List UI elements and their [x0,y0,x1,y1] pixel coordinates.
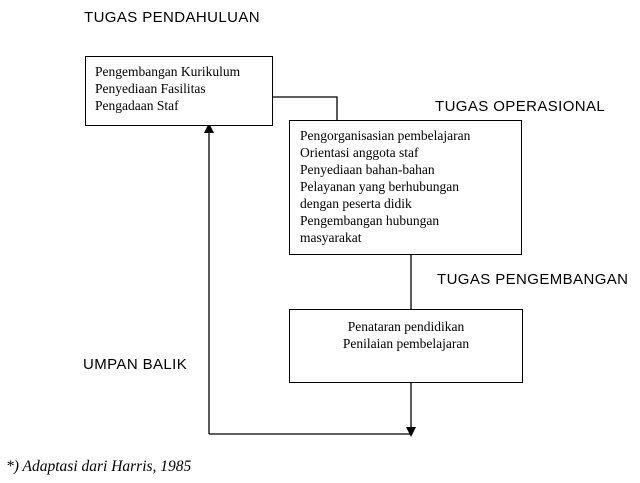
box-operasional-line: masyarakat [300,230,362,245]
box-tugas-operasional [289,120,522,255]
heading-tugas-operasional: TUGAS OPERASIONAL [435,98,606,115]
label-umpan-balik: UMPAN BALIK [83,356,188,373]
box-pengembangan-line: Penataran pendidikan [347,319,465,334]
box-pendahuluan-line: Penyediaan Fasilitas [95,81,206,96]
box-operasional-line: Pengembangan hubungan [300,213,440,228]
box-operasional-line: Penyediaan bahan-bahan [300,162,435,177]
box-operasional-line: dengan peserta didik [300,196,412,211]
box-pengembangan-line: Penilaian pembelajaran [342,336,470,351]
connector-pendahuluan-to-operasional [272,97,337,120]
box-operasional-line: Pelayanan yang berhubungan [300,179,459,194]
heading-tugas-pendahuluan: TUGAS PENDAHULUAN [84,9,260,26]
box-tugas-pengembangan [289,309,523,383]
box-pendahuluan-line: Pengadaan Staf [95,98,179,113]
box-operasional-line: Orientasi anggota staf [300,145,419,160]
box-operasional-line: Pengorganisasian pembelajaran [300,128,471,143]
heading-tugas-pengembangan: TUGAS PENGEMBANGAN [437,271,629,288]
box-tugas-pendahuluan [85,56,273,126]
box-pendahuluan-line: Pengembangan Kurikulum [95,64,241,79]
source-caption: *) Adaptasi dari Harris, 1985 [6,458,192,475]
